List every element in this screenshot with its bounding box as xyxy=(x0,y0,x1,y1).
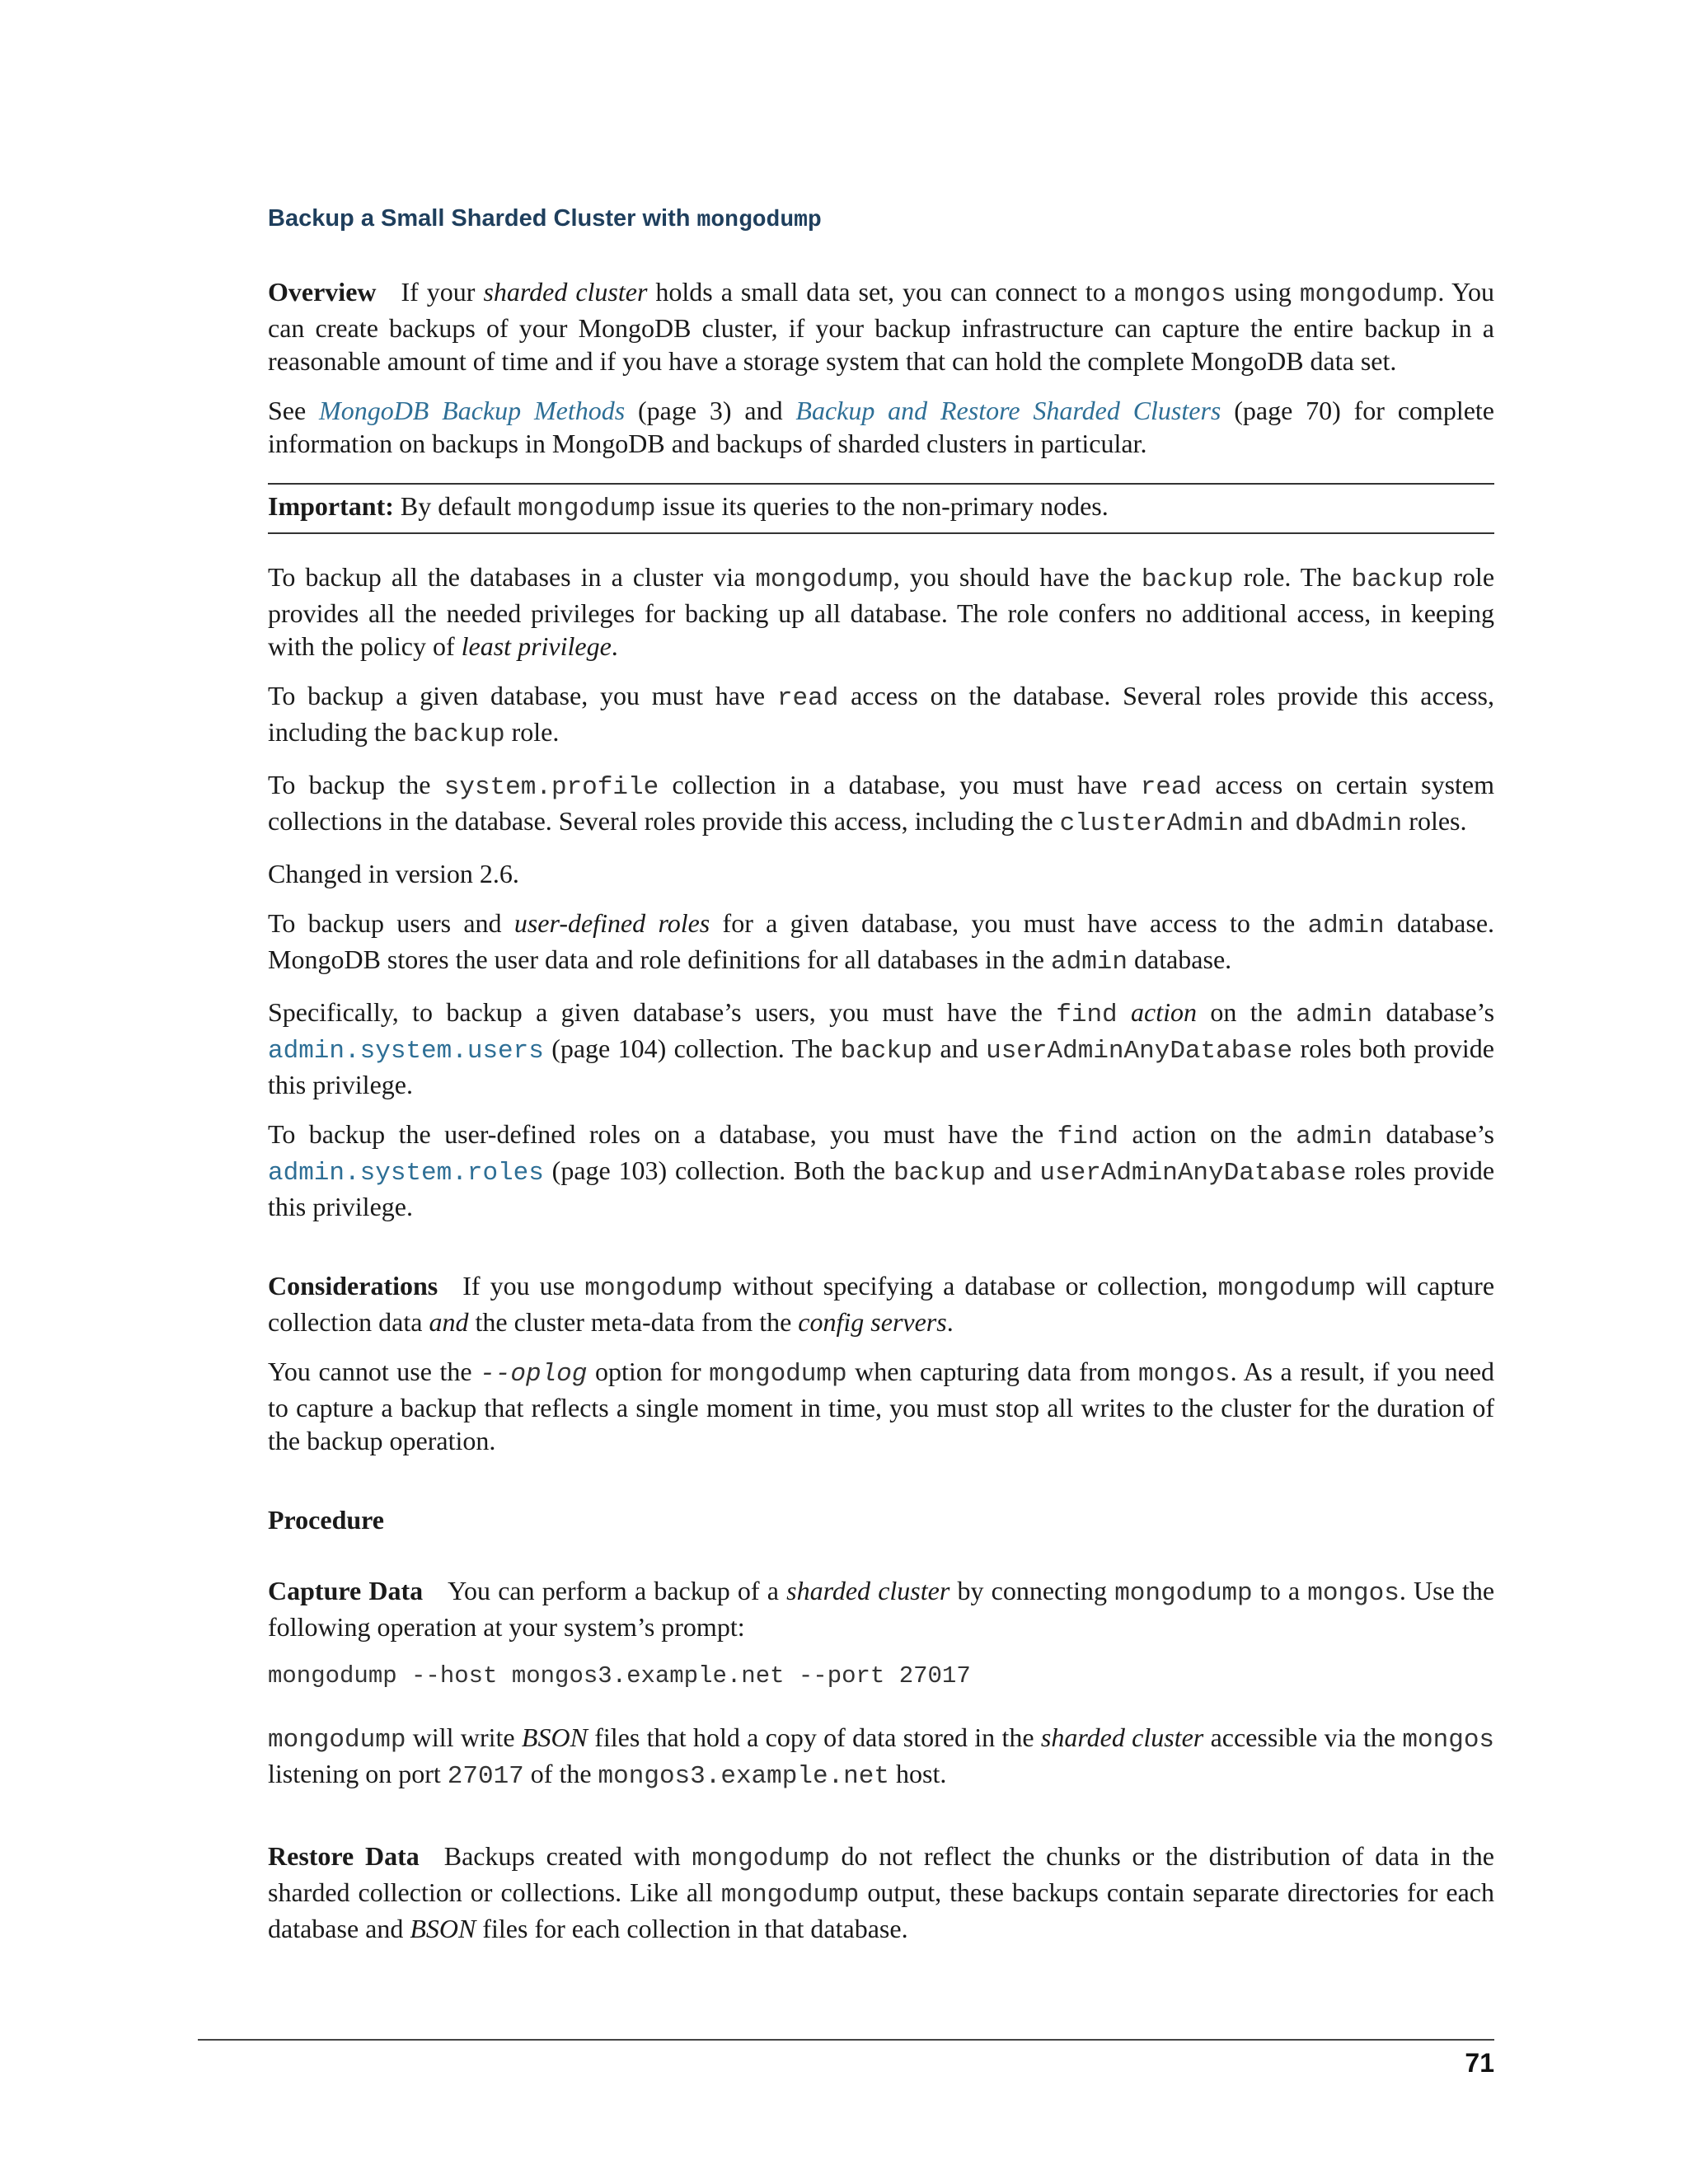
text: and xyxy=(985,1155,1040,1185)
text: database. MongoDB stores the user data and role definitions for all databases in the xyxy=(268,908,1495,974)
text: access on certain system collections in the database. Several roles provide this access, including the xyxy=(268,770,1495,836)
emphasis: sharded cluster xyxy=(1040,1722,1204,1752)
text: and xyxy=(1243,806,1296,836)
paragraph-changed-version: Changed in version 2.6. xyxy=(268,859,519,888)
code: userAdminAnyDatabase xyxy=(986,1037,1293,1066)
text: (page 3) and xyxy=(625,396,796,425)
code: mongodump xyxy=(692,1844,830,1873)
text: If your xyxy=(401,277,484,307)
text: . xyxy=(611,631,618,661)
code: mongos xyxy=(1402,1726,1495,1755)
code: find xyxy=(1056,1001,1118,1029)
text: To backup users and xyxy=(268,908,514,938)
restore-paragraph xyxy=(268,1840,1494,1945)
code: backup xyxy=(1141,565,1234,594)
code: system.profile xyxy=(443,773,659,802)
emphasis: sharded cluster xyxy=(483,277,648,307)
emphasis: sharded cluster xyxy=(786,1576,950,1605)
text: (page 70) for complete information on backups in MongoDB and backups of sharded clusters in particular. xyxy=(268,396,1494,458)
text: To backup a given database, you must have xyxy=(268,681,777,710)
text: using xyxy=(1226,277,1300,307)
code: admin xyxy=(1307,912,1385,940)
text xyxy=(1118,997,1131,1027)
code: 27017 xyxy=(447,1762,524,1791)
text: for a given database, you must have access to the xyxy=(710,908,1308,938)
considerations-lead: Considerations xyxy=(268,1271,438,1301)
code: read xyxy=(776,684,839,713)
code: userAdminAnyDatabase xyxy=(1039,1159,1347,1188)
paragraph-users-roles xyxy=(268,907,1494,979)
link-admin-system-roles[interactable]: admin.system.roles xyxy=(268,1159,544,1188)
emphasis: BSON xyxy=(521,1722,588,1752)
text: To backup the xyxy=(268,770,444,799)
procedure-heading: Procedure xyxy=(268,1505,384,1535)
code: mongodump xyxy=(755,565,893,594)
page-number: 71 xyxy=(1465,2048,1494,2078)
emphasis: BSON xyxy=(410,1914,476,1943)
code: backup xyxy=(1351,565,1444,594)
text: access on the database. Several roles provide this access, including the xyxy=(268,681,1495,747)
text: To backup all the databases in a cluster via xyxy=(268,562,756,592)
code: admin xyxy=(1296,1001,1373,1029)
text: By default xyxy=(393,491,518,521)
text: , you should have the xyxy=(893,562,1142,592)
text: . You can create backups of your MongoDB cluster, if your backup infrastructure can capture the entire backup in a reasonable amount of time and if you have a storage system that can hold the complete MongoDB data set. xyxy=(268,277,1495,376)
code: admin xyxy=(1050,948,1128,977)
text: database’s xyxy=(1372,997,1495,1027)
document-page xyxy=(268,202,1494,1961)
text: To backup the user-defined roles on a database, you must have the xyxy=(268,1119,1057,1149)
link-backup-restore-sharded[interactable]: Backup and Restore Sharded Clusters xyxy=(795,396,1221,425)
text: when capturing data from xyxy=(846,1357,1139,1386)
code: mongodump xyxy=(709,1360,847,1389)
code: mongodump xyxy=(1217,1274,1356,1303)
footer-divider xyxy=(198,2039,1494,2041)
code-block-mongodump: mongodump --host mongos3.example.net --port 27017 xyxy=(268,1662,971,1690)
text: on the xyxy=(1197,997,1296,1027)
code: backup xyxy=(840,1037,933,1066)
text: Backups created with xyxy=(443,1841,692,1871)
text: listening on port xyxy=(268,1759,448,1788)
code: mongodump xyxy=(1114,1579,1253,1608)
overview-lead: Overview xyxy=(268,277,377,307)
text: action on the xyxy=(1118,1119,1296,1149)
paragraph-user-defined-roles xyxy=(268,1118,1494,1223)
text: output, these backups contain separate directories for each database and xyxy=(268,1877,1495,1943)
text: by connecting xyxy=(950,1576,1115,1605)
emphasis: config servers xyxy=(798,1307,947,1337)
text: role. The xyxy=(1233,562,1352,592)
paragraph-write-bson xyxy=(268,1721,1494,1793)
text: host. xyxy=(889,1759,947,1788)
code: mongos3.example.net xyxy=(598,1762,889,1791)
emphasis: and xyxy=(429,1307,469,1337)
text: roles provide this privilege. xyxy=(268,1155,1495,1221)
text: to a xyxy=(1252,1576,1308,1605)
heading-text: Backup a Small Sharded Cluster with xyxy=(268,205,697,232)
text: . xyxy=(946,1307,954,1337)
considerations-paragraph xyxy=(268,1269,1494,1338)
text: and xyxy=(932,1033,987,1063)
text: option for xyxy=(587,1357,710,1386)
text: the cluster meta-data from the xyxy=(468,1307,799,1337)
text: roles both provide this privilege. xyxy=(268,1033,1495,1099)
overview-paragraph xyxy=(268,275,1494,377)
code: backup xyxy=(412,720,505,749)
paragraph-given-database xyxy=(268,679,1494,752)
code: mongos xyxy=(1138,1360,1231,1389)
text: role provides all the needed privileges for backing up all database. The role confers no additional access, in keeping with the policy of xyxy=(268,562,1495,661)
text: files for each collection in that database. xyxy=(476,1914,908,1943)
link-backup-methods[interactable]: MongoDB Backup Methods xyxy=(319,396,626,425)
text: holds a small data set, you can connect to a xyxy=(647,277,1134,307)
text: do not reflect the chunks or the distribution of data in the sharded collection or collections. Like all xyxy=(268,1841,1494,1907)
emphasis: user-defined roles xyxy=(513,908,710,938)
text: files that hold a copy of data stored in the xyxy=(587,1722,1041,1752)
text: database’s xyxy=(1372,1119,1495,1149)
emphasis: least privilege xyxy=(461,631,612,661)
text: You cannot use the xyxy=(268,1357,481,1386)
paragraph-system-profile xyxy=(268,768,1494,841)
link-admin-system-users[interactable]: admin.system.users xyxy=(268,1037,544,1066)
text: . Use the following operation at your system’s prompt: xyxy=(268,1576,1495,1642)
code: find xyxy=(1057,1122,1119,1151)
text: . As a result, if you need to capture a backup that reflects a single moment in time, you must stop all writes to the cluster for the duration of the backup operation. xyxy=(268,1357,1495,1455)
text: If you use xyxy=(462,1271,585,1301)
text: (page 103) collection. Both the xyxy=(543,1155,893,1185)
see-paragraph xyxy=(268,394,1494,460)
important-label: Important: xyxy=(268,491,394,521)
code: clusterAdmin xyxy=(1059,809,1244,838)
code: mongos xyxy=(1133,280,1226,309)
text: issue its queries to the non-primary nodes. xyxy=(655,491,1109,521)
paragraph-oplog xyxy=(268,1355,1494,1457)
emphasis: action xyxy=(1131,997,1197,1027)
text: roles. xyxy=(1402,806,1467,836)
text: accessible via the xyxy=(1203,1722,1403,1752)
text: role. xyxy=(504,717,560,747)
code: mongos xyxy=(1307,1579,1400,1608)
text: (page 104) collection. The xyxy=(543,1033,841,1063)
code: mongodump xyxy=(720,1881,860,1910)
text: will write xyxy=(406,1722,522,1752)
paragraph-specifically xyxy=(268,996,1494,1101)
text: database. xyxy=(1128,944,1232,974)
capture-lead: Capture Data xyxy=(268,1576,424,1605)
text: of the xyxy=(523,1759,598,1788)
heading-code: mongodump xyxy=(696,208,822,233)
paragraph-all-databases xyxy=(268,560,1494,663)
code: backup xyxy=(893,1159,986,1188)
code: mongodump xyxy=(518,494,656,523)
code: mongodump xyxy=(1299,280,1438,309)
code: read xyxy=(1140,773,1203,802)
code: dbAdmin xyxy=(1295,809,1403,838)
section-heading xyxy=(268,202,1494,237)
text: collection in a database, you must have xyxy=(659,770,1141,799)
code: mongodump xyxy=(584,1274,723,1303)
code: mongodump xyxy=(268,1726,406,1755)
code: admin xyxy=(1296,1122,1373,1151)
restore-lead: Restore Data xyxy=(268,1841,420,1871)
important-note xyxy=(268,483,1494,534)
text: You can perform a backup of a xyxy=(448,1576,787,1605)
text: will capture collection data xyxy=(268,1271,1495,1337)
text: Specifically, to backup a given database’s users, you must have the xyxy=(268,997,1057,1027)
text: See xyxy=(268,396,320,425)
capture-paragraph xyxy=(268,1574,1494,1643)
text: without specifying a database or collection, xyxy=(722,1271,1218,1301)
code-option: --oplog xyxy=(480,1360,588,1389)
